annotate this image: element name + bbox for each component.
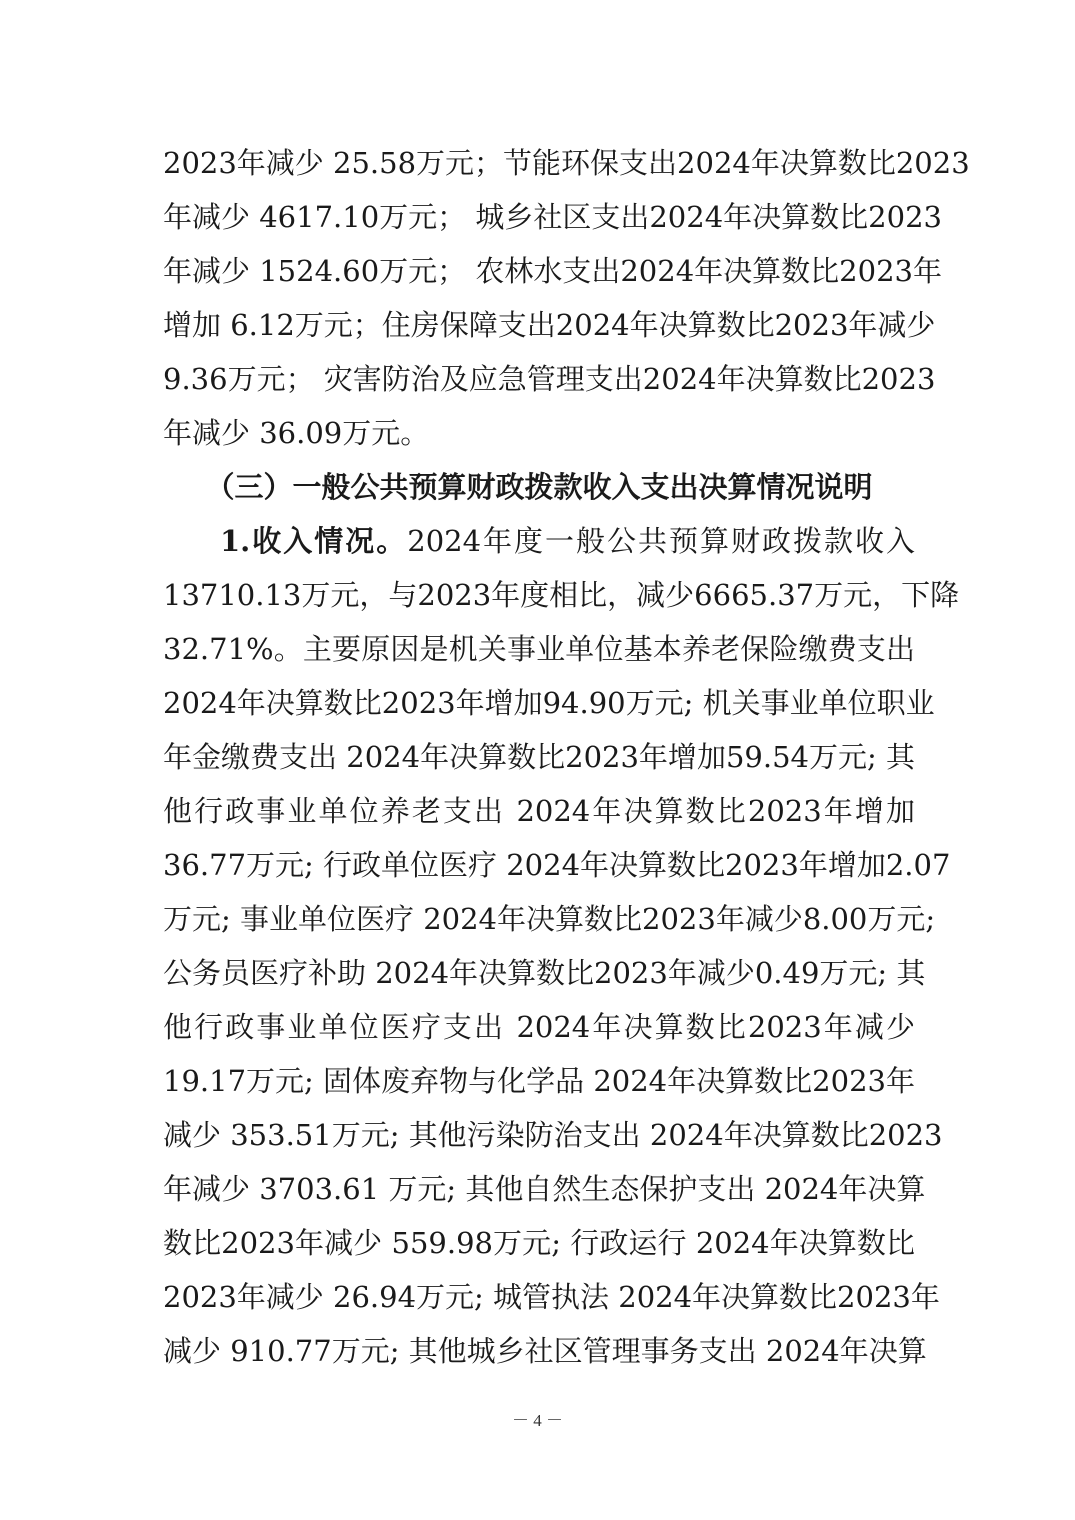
text-line: 减少 353.51万元; 其他污染防治支出 2024年决算数比2023: [163, 1118, 943, 1152]
text-line: 他行政事业单位养老支出 2024年决算数比2023年增加: [163, 794, 915, 828]
text-line: 数比2023年减少 559.98万元; 行政运行 2024年决算数比: [163, 1226, 915, 1260]
text-line: 公务员医疗补助 2024年决算数比2023年减少0.49万元; 其: [163, 956, 926, 990]
text-line: 2023年减少 25.58万元；节能环保支出2024年决算数比2023: [163, 146, 970, 180]
income-lead: 1.收入情况。: [220, 524, 408, 558]
text-line: 年减少 1524.60万元； 农林水支出2024年决算数比2023年: [163, 254, 942, 288]
text-line: 36.77万元; 行政单位医疗 2024年决算数比2023年增加2.07: [163, 848, 951, 882]
text-line: 13710.13万元，与2023年度相比，减少6665.37万元，下降: [163, 578, 960, 612]
text-line: 年减少 36.09万元。: [163, 416, 430, 450]
income-first-line-text: 2024年度一般公共预算财政拨款收入: [407, 524, 915, 558]
text-line: 年减少 4617.10万元； 城乡社区支出2024年决算数比2023: [163, 200, 942, 234]
text-line: 9.36万元； 灾害防治及应急管理支出2024年决算数比2023: [163, 362, 936, 396]
text-line: 19.17万元; 固体废弃物与化学品 2024年决算数比2023年: [163, 1064, 915, 1098]
text-line: 万元; 事业单位医疗 2024年决算数比2023年减少8.00万元;: [163, 902, 936, 936]
text-line: 2024年决算数比2023年增加94.90万元; 机关事业单位职业: [163, 686, 935, 720]
text-line: 增加 6.12万元；住房保障支出2024年决算数比2023年减少: [163, 308, 936, 342]
text-line: 32.71%。主要原因是机关事业单位基本养老保险缴费支出: [163, 632, 915, 666]
text-line: 年减少 3703.61 万元; 其他自然生态保护支出 2024年决算: [163, 1172, 926, 1206]
section-heading: （三）一般公共预算财政拨款收入支出决算情况说明: [205, 470, 873, 504]
page-number: － 4 －: [512, 1411, 563, 1430]
income-first-line: [220, 521, 915, 561]
text-line: 他行政事业单位医疗支出 2024年决算数比2023年减少: [163, 1010, 915, 1044]
text-line: 减少 910.77万元; 其他城乡社区管理事务支出 2024年决算: [163, 1334, 927, 1368]
text-line: 2023年减少 26.94万元; 城管执法 2024年决算数比2023年: [163, 1280, 940, 1314]
text-line: 年金缴费支出 2024年决算数比2023年增加59.54万元; 其: [163, 740, 915, 774]
